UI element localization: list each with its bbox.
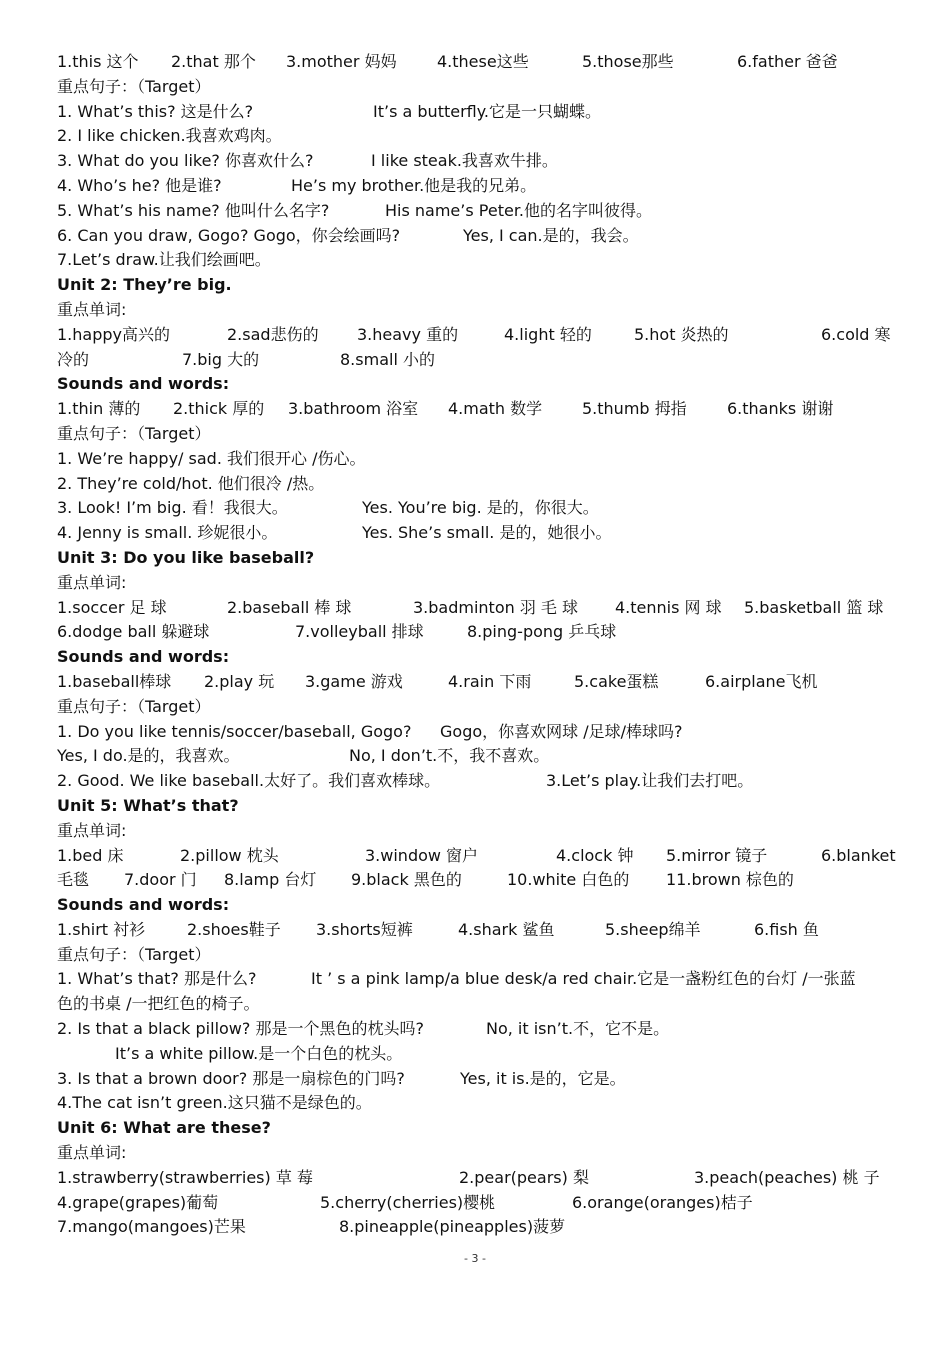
text-segment: 色的书桌 /一把红色的椅子。 <box>57 994 260 1014</box>
text-line <box>57 695 897 720</box>
text-line <box>57 50 897 75</box>
text-line <box>57 1042 897 1067</box>
text-segment: It’s a butterfly.它是一只蝴蝶。 <box>373 101 602 121</box>
text-line <box>57 1166 897 1191</box>
text-segment: 6. Can you draw, Gogo? Gogo，你会绘画吗? <box>57 225 401 245</box>
text-segment: 重点句子：（Target） <box>57 696 211 716</box>
text-segment: 1.this 这个 <box>57 52 139 71</box>
text-line <box>57 844 897 869</box>
text-segment: 1.shirt 衬衫 <box>57 919 146 939</box>
text-line <box>57 744 897 769</box>
text-line <box>57 868 897 893</box>
text-segment: 重点句子：（Target） <box>57 423 211 443</box>
text-segment: 5.mirror 镜子 <box>666 845 768 865</box>
text-segment: 8.ping-pong 乒乓球 <box>467 622 617 642</box>
text-segment: 6.dodge ball 躲避球 <box>57 622 210 642</box>
text-line <box>57 422 897 447</box>
section-heading-line <box>57 645 897 670</box>
text-segment: Sounds and words: <box>57 895 230 915</box>
text-segment: He’s my brother.他是我的兄弟。 <box>291 175 537 195</box>
text-segment: 1. Do you like tennis/soccer/baseball, Gogo? <box>57 721 412 741</box>
document-page <box>57 50 897 1240</box>
text-segment: 6.orange(oranges)桔子 <box>572 1192 753 1212</box>
text-line <box>57 992 897 1017</box>
text-segment: 4.rain 下雨 <box>448 671 532 691</box>
text-segment: 重点句子：（Target） <box>57 944 211 964</box>
text-segment: 1.baseball棒球 <box>57 671 172 691</box>
text-line <box>57 918 897 943</box>
text-segment: 4. Who’s he? 他是谁? <box>57 175 222 195</box>
text-segment: 2.pillow 枕头 <box>180 845 279 865</box>
text-segment: 3.shorts短裤 <box>316 919 413 939</box>
text-line <box>57 472 897 497</box>
text-segment: 6.cold 寒 <box>821 324 891 344</box>
text-segment: Unit 6: What are these? <box>57 1118 271 1138</box>
text-line <box>57 1017 897 1042</box>
text-segment: It ’ s a pink lamp/a blue desk/a red chair.它是一盏粉红色的台灯 /一张蓝 <box>311 969 856 989</box>
section-heading-line <box>57 546 897 571</box>
text-segment: 5.basketball 篮 球 <box>744 597 884 617</box>
text-segment: 冷的 <box>57 349 90 369</box>
text-segment: 7.volleyball 排球 <box>295 622 424 642</box>
text-line <box>57 447 897 472</box>
text-line <box>57 174 897 199</box>
text-line <box>57 100 897 125</box>
text-segment: 重点单词: <box>57 820 127 840</box>
text-segment: 1. We’re happy/ sad. 我们很开心 /伤心。 <box>57 448 366 468</box>
text-line <box>57 348 897 373</box>
text-segment: 3. What do you like? 你喜欢什么? <box>57 151 314 171</box>
text-segment: 3.badminton 羽 毛 球 <box>413 597 579 617</box>
text-segment: 1.soccer 足 球 <box>57 597 167 617</box>
text-segment: 毛毯 <box>57 870 90 890</box>
text-segment: 3. Look! I’m big. 看！我很大。 <box>57 498 288 518</box>
text-segment: 6.fish 鱼 <box>754 919 819 939</box>
text-line <box>57 769 897 794</box>
text-segment: 4.light 轻的 <box>504 324 592 344</box>
text-segment: 7.big 大的 <box>182 349 260 369</box>
text-segment: 8.lamp 台灯 <box>224 870 317 890</box>
section-heading-line <box>57 372 897 397</box>
text-segment: 5.thumb 拇指 <box>582 399 687 419</box>
text-segment: 5.sheep绵羊 <box>605 919 701 939</box>
text-segment: 5. What’s his name? 他叫什么名字? <box>57 200 330 220</box>
text-segment: 5.those那些 <box>582 52 674 71</box>
text-segment: 6.airplane飞机 <box>705 671 818 691</box>
text-segment: 2.thick 厚的 <box>173 399 265 419</box>
text-segment: 2.play 玩 <box>204 671 275 691</box>
text-line <box>57 1091 897 1116</box>
text-segment: 2. Good. We like baseball.太好了。我们喜欢棒球。 <box>57 771 441 791</box>
text-segment: 3.bathroom 浴室 <box>288 399 419 419</box>
text-segment: 3.mother 妈妈 <box>286 52 397 71</box>
text-segment: His name’s Peter.他的名字叫彼得。 <box>385 200 653 220</box>
text-segment: 重点单词: <box>57 1143 127 1163</box>
text-line <box>57 496 897 521</box>
text-segment: 重点单词: <box>57 299 127 319</box>
text-segment: 7.mango(mangoes)芒果 <box>57 1217 246 1237</box>
page-number: - 3 - <box>464 1252 486 1265</box>
text-segment: 6.blanket <box>821 845 896 865</box>
text-segment: 5.cake蛋糕 <box>574 671 659 691</box>
text-segment: 3.Let’s play.让我们去打吧。 <box>546 771 754 791</box>
text-line <box>57 1215 897 1240</box>
text-line <box>57 124 897 149</box>
text-segment: Yes. You’re big. 是的，你很大。 <box>362 498 599 518</box>
text-segment: 8.small 小的 <box>340 349 435 369</box>
section-heading-line <box>57 893 897 918</box>
text-segment: 4.grape(grapes)葡萄 <box>57 1192 219 1212</box>
text-line <box>57 1141 897 1166</box>
text-segment: 1.bed 床 <box>57 845 124 865</box>
text-segment: Unit 3: Do you like baseball? <box>57 547 315 567</box>
text-line <box>57 397 897 422</box>
text-line <box>57 1067 897 1092</box>
text-line <box>57 521 897 546</box>
text-segment: 1.happy高兴的 <box>57 324 170 344</box>
text-segment: Yes, I do.是的，我喜欢。 <box>57 746 240 766</box>
text-segment: No, I don’t.不，我不喜欢。 <box>349 746 550 766</box>
text-segment: 5.cherry(cherries)樱桃 <box>320 1192 496 1212</box>
text-segment: 5.hot 炎热的 <box>634 324 729 344</box>
text-segment: 11.brown 棕色的 <box>666 870 794 890</box>
text-segment: 4.The cat isn’t green.这只猫不是绿色的。 <box>57 1093 372 1113</box>
text-segment: 2. They’re cold/hot. 他们很冷 /热。 <box>57 473 325 493</box>
text-segment: 4.shark 鲨鱼 <box>458 919 555 939</box>
text-segment: I like steak.我喜欢牛排。 <box>371 151 558 171</box>
text-segment: 2. I like chicken.我喜欢鸡肉。 <box>57 126 282 146</box>
text-line <box>57 248 897 273</box>
text-line <box>57 943 897 968</box>
text-segment: 1.strawberry(strawberries) 草 莓 <box>57 1167 313 1187</box>
text-segment: Sounds and words: <box>57 374 230 394</box>
text-segment: 2.sad悲伤的 <box>227 324 319 344</box>
text-segment: Gogo，你喜欢网球 /足球/棒球吗? <box>440 721 683 741</box>
section-heading-line <box>57 794 897 819</box>
text-segment: 1. What’s this? 这是什么? <box>57 101 254 121</box>
text-segment: 6.father 爸爸 <box>737 52 838 71</box>
text-segment: 重点单词: <box>57 572 127 592</box>
text-segment: 4.clock 钟 <box>556 845 634 865</box>
text-segment: 2.pear(pears) 梨 <box>459 1167 589 1187</box>
text-segment: Yes. She’s small. 是的，她很小。 <box>362 523 612 543</box>
text-line <box>57 819 897 844</box>
section-heading-line <box>57 1116 897 1141</box>
text-line <box>57 720 897 745</box>
text-segment: 3.window 窗户 <box>365 845 479 865</box>
text-line <box>57 670 897 695</box>
text-line <box>57 1191 897 1216</box>
text-segment: 4. Jenny is small. 珍妮很小。 <box>57 523 278 543</box>
text-line <box>57 596 897 621</box>
text-segment: 8.pineapple(pineapples)菠萝 <box>339 1217 566 1237</box>
text-line <box>57 199 897 224</box>
text-segment: 3.heavy 重的 <box>357 324 459 344</box>
text-segment: No, it isn’t.不，它不是。 <box>486 1019 670 1039</box>
text-segment: 7.door 门 <box>124 870 197 890</box>
text-line <box>57 967 897 992</box>
text-line <box>57 224 897 249</box>
text-segment: 3. Is that a brown door? 那是一扇棕色的门吗? <box>57 1068 405 1088</box>
text-segment: Unit 5: What’s that? <box>57 795 239 815</box>
text-segment: Unit 2: They’re big. <box>57 275 232 295</box>
text-segment: 2. Is that a black pillow? 那是一个黑色的枕头吗? <box>57 1019 424 1039</box>
text-line <box>57 620 897 645</box>
text-segment: 6.thanks 谢谢 <box>727 399 834 419</box>
text-segment: 2.that 那个 <box>171 52 256 71</box>
text-segment: 3.peach(peaches) 桃 子 <box>694 1167 880 1187</box>
text-segment: 10.white 白色的 <box>507 870 630 890</box>
text-segment: 4.these这些 <box>437 52 529 71</box>
text-segment: 2.baseball 棒 球 <box>227 597 352 617</box>
text-segment: 1. What’s that? 那是什么? <box>57 969 257 989</box>
text-segment: 重点句子：（Target） <box>57 76 211 96</box>
text-segment: Sounds and words: <box>57 647 230 667</box>
text-line <box>57 323 897 348</box>
text-line <box>57 75 897 100</box>
text-line <box>57 149 897 174</box>
text-segment: 4.tennis 网 球 <box>615 597 722 617</box>
text-segment: 3.game 游戏 <box>305 671 403 691</box>
text-segment: Yes, it is.是的，它是。 <box>460 1068 626 1088</box>
text-segment: 2.shoes鞋子 <box>187 919 281 939</box>
text-line <box>57 571 897 596</box>
text-segment: Yes, I can.是的，我会。 <box>463 225 639 245</box>
text-segment: 9.black 黑色的 <box>351 870 462 890</box>
text-segment: It’s a white pillow.是一个白色的枕头。 <box>115 1043 403 1063</box>
text-segment: 4.math 数学 <box>448 399 543 419</box>
text-line <box>57 298 897 323</box>
text-segment: 1.thin 薄的 <box>57 399 141 419</box>
text-segment: 7.Let’s draw.让我们绘画吧。 <box>57 250 271 270</box>
section-heading-line <box>57 273 897 298</box>
